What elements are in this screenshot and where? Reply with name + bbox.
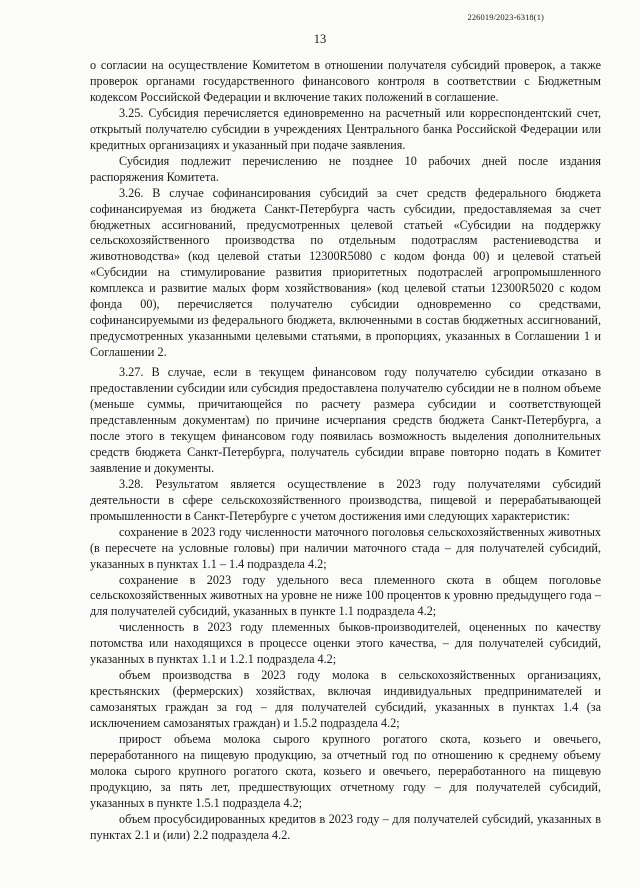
paragraph-3-28: 3.28. Результатом является осуществление в 2023 году получателями субсидий деятельности в сфере сельскохозяйственного производства, пищевой и перерабатывающей промышленности в Санкт-Петербурге с учетом достижения ими следующих характеристик: <box>90 476 601 523</box>
paragraph-3-25: 3.25. Субсидия перечисляется единовременно на расчетный или корреспондентский счет, открытый получателю субсидии в учреждениях Центрального банка Российской Федерации или кредитных организациях и указанный при подаче заявления. <box>90 105 601 152</box>
result-item-breeding-share: сохранение в 2023 году удельного веса племенного скота в общем поголовье сельскохозяйственных животных на уровне не ниже 100 процентов к уровню предыдущего года – для получателей субсидий, указанных в пункте 1.1 подраздела 4.2; <box>90 572 601 619</box>
result-item-breeding-bulls: численность в 2023 году племенных быков-производителей, оцененных по качеству потомства или находящихся в процессе оценки этого качества, – для получателей субсидий, указанных в пунктах 1.1 и 1.2.1 подраздела 4.2; <box>90 620 601 667</box>
result-item-milk-processing-growth: прирост объема молока сырого крупного рогатого скота, козьего и овечьего, переработанного на пищевую продукцию, за отчетный год по отношению к среднему объему молока сырого крупного рогатого скота, козьего и овечьего, переработанного на пищевую продукцию, за пять лет, предшествующих отчетному году – для получателей субсидий, указанных в пункте 1.5.1 подраздела 4.2; <box>90 732 601 810</box>
paragraph-consent-continuation: о согласии на осуществление Комитетом в отношении получателя субсидий проверок, а также проверок органами государственного финансового контроля в соответствии с Бюджетным кодексом Российской Федерации и включение таких положений в соглашение. <box>90 58 601 104</box>
page-number: 13 <box>313 32 327 46</box>
paragraph-3-26: 3.26. В случае софинансирования субсидий за счет средств федерального бюджета софинансируемая из бюджета Санкт-Петербурга часть субсидии, предоставляемая за счет бюджетных ассигнований, предусмотренных целевой статьей «Субсидии на поддержку сельскохозяйственного производства по отдельным подотраслям растениеводства и животноводства» (код целевой статьи 12300R5080 с кодом фонда 00) и целевой статьей «Субсидии на стимулирование развития приоритетных подотраслей агропромышленного комплекса и развитие малых форм хозяйствования» (код целевой статьи 12300R5020 с кодом фонда 00), перечисляется получателю субсидии одновременно со средствами, софинансируемыми из федерального бюджета, включенными в состав бюджетных ассигнований, предусмотренных указанными целевыми статьями, в пропорциях, указанных в Соглашении 1 и Соглашении 2. <box>90 185 601 360</box>
document-registration-number: 226019/2023-6318(1) <box>467 12 544 22</box>
result-item-livestock-headcount: сохранение в 2023 году численности маточного поголовья сельскохозяйственных животных (в пересчете на условные головы) при наличии маточного стада – для получателей субсидий, указанных в пунктах 1.1 – 1.4 подраздела 4.2; <box>90 524 601 571</box>
result-item-subsidized-credits: объем просубсидированных кредитов в 2023 году – для получателей субсидий, указанных в пунктах 2.1 и (или) 2.2 подраздела 4.2. <box>90 811 601 842</box>
result-item-milk-production: объем производства в 2023 году молока в сельскохозяйственных организациях, крестьянских (фермерских) хозяйствах, включая индивидуальных предпринимателей и самозанятых граждан за год – для получателей субсидий, указанных в пунктах 1.4 (за исключением самозанятых граждан) и 1.5.2 подраздела 4.2; <box>90 668 601 731</box>
paragraph-transfer-deadline: Субсидия подлежит перечислению не позднее 10 рабочих дней после издания распоряжения Комитета. <box>90 153 601 184</box>
paragraph-3-27: 3.27. В случае, если в текущем финансовом году получателю субсидии отказано в предоставлении субсидии или субсидия предоставлена получателю субсидии не в полном объеме (меньше суммы, причитающейся по расчету размера субсидии и соответствующей представленным документам) по причине исчерпания средств бюджета Санкт-Петербурга, а после этого в текущем финансовом году появилась возможность выделения дополнительных средств бюджета Санкт-Петербурга, получатель субсидии вправе повторно подать в Комитет заявление и документы. <box>90 365 601 475</box>
document-body <box>90 58 601 844</box>
